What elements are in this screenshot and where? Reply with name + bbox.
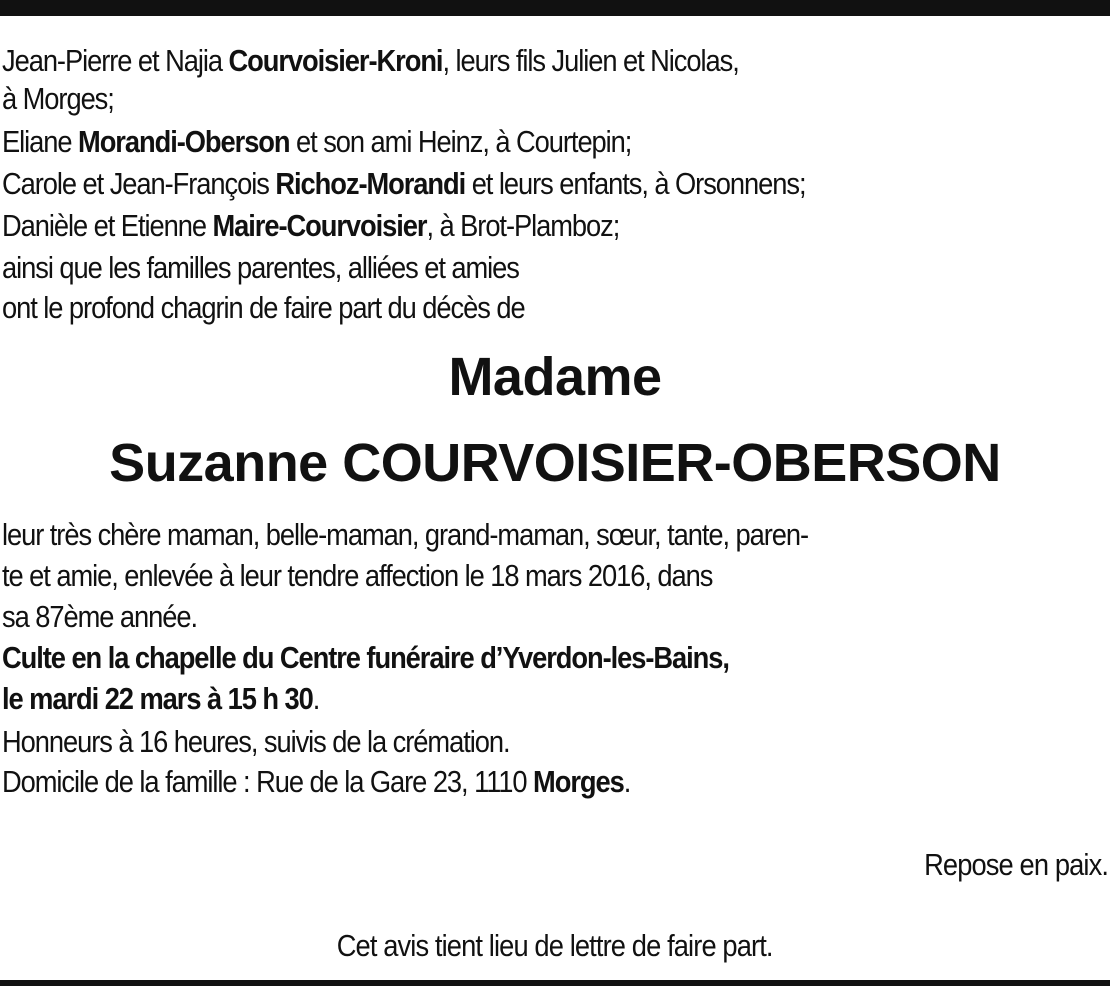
description-line-1: leur très chère maman, belle-maman, grand-maman, sœur, tante, paren- [2,517,809,552]
family-line-3: Carole et Jean-François Richoz-Morandi et leurs enfants, à Orsonnens; [2,166,806,201]
family-name-courvoisier-kroni: Courvoisier-Kroni [228,43,443,78]
closing-phrase: Repose en paix. [924,847,1108,882]
family-name-morandi-oberson: Morandi-Oberson [78,124,290,159]
family-line-6: ont le profond chagrin de faire part du décès de [2,290,525,325]
description-line-3: sa 87ème année. [2,599,197,634]
domicile-line: Domicile de la famille : Rue de la Gare 23, 1110 Morges. [2,764,631,799]
family-line-2: Eliane Morandi-Oberson et son ami Heinz, à Courtepin; [2,124,632,159]
family-name-maire-courvoisier: Maire-Courvoisier [212,208,427,243]
family-name-richoz-morandi: Richoz-Morandi [275,166,466,201]
family-line-1: Jean-Pierre et Najia Courvoisier-Kroni, leurs fils Julien et Nicolas, [2,43,739,78]
domicile-city: Morges [533,764,624,799]
ceremony-line-1: Culte en la chapelle du Centre funéraire d’Yverdon-les-Bains, [2,640,729,675]
deceased-title: Madame [448,347,662,407]
deceased-name: Suzanne COURVOISIER-OBERSON [109,433,1001,493]
description-line-2: te et amie, enlevée à leur tendre affection le 18 mars 2016, dans [2,558,713,593]
family-line-5: ainsi que les familles parentes, alliées et amies [2,250,519,285]
family-line-1b: à Morges; [2,81,114,116]
honours-line: Honneurs à 16 heures, suivis de la crémation. [2,724,510,759]
notice-line: Cet avis tient lieu de lettre de faire part. [337,928,773,963]
ceremony-line-2: le mardi 22 mars à 15 h 30. [2,681,320,716]
top-rule [0,0,1110,16]
bottom-rule [0,980,1110,986]
family-line-4: Danièle et Etienne Maire-Courvoisier, à Brot-Plamboz; [2,208,620,243]
